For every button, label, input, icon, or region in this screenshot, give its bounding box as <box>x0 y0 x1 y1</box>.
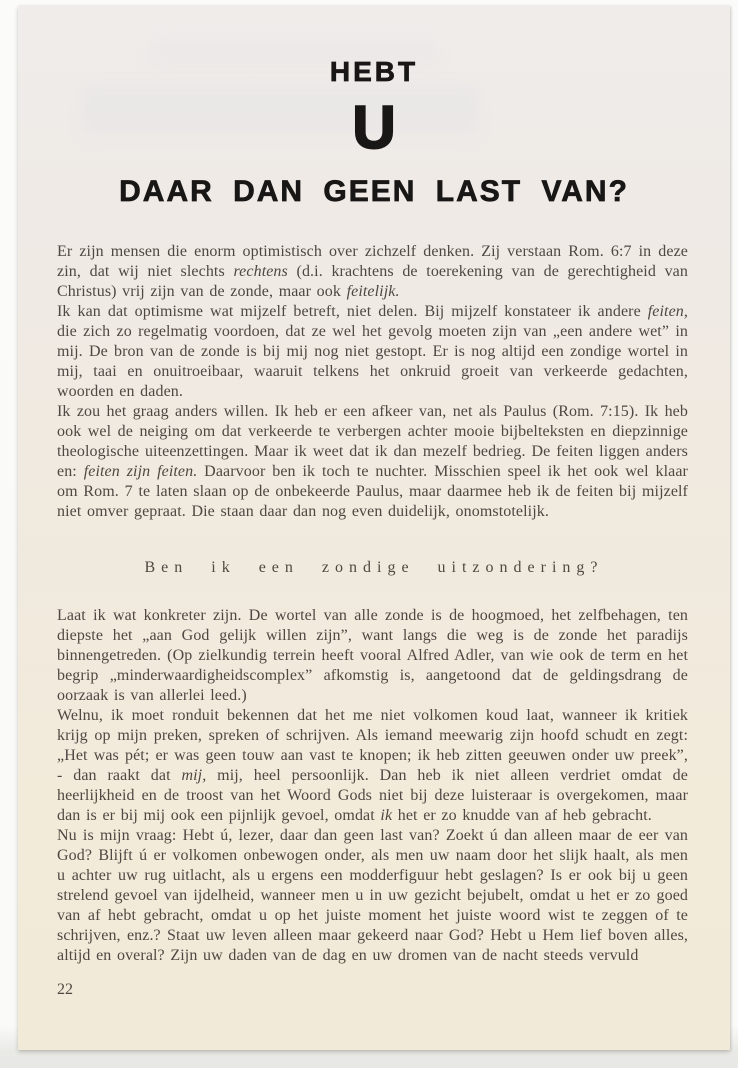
chapter-title <box>18 58 730 207</box>
italic-text-run: rechtens <box>233 263 288 280</box>
italic-text-run: feitelijk. <box>346 283 400 300</box>
book-page <box>18 6 730 1050</box>
text-run: (d.i. krachtens de toerekening van de gerechtigheid van Christus) vrij zijn van de zonde, maar ook <box>57 263 688 300</box>
body-paragraph <box>57 402 688 522</box>
text-run: het er zo knudde van af heb gebracht. <box>392 807 652 824</box>
text-run: mij, heel persoonlijk. Dan heb ik niet alleen verdriet omdat de heerlijkheid en de troost van het Woord Gods niet bij deze luisteraar is overgekomen, maar dan is er bij mij ook een pijnlijk gevoel, omdat <box>57 767 688 824</box>
body-paragraph <box>57 302 688 402</box>
body-text-block-1 <box>18 242 730 522</box>
italic-text-run: feiten, <box>647 303 688 320</box>
body-paragraph <box>57 606 688 706</box>
italic-text-run: feiten zijn feiten. <box>83 463 198 480</box>
body-text-block-2 <box>18 606 730 966</box>
section-heading: Ben ik een zondige uitzondering? <box>144 559 604 576</box>
text-run: Daarvoor ben ik toch te nuchter. Misschien speel ik het ook wel klaar om Rom. 7 te laten slaan op de onbekeerde Paulus, maar daarmee heb ik de feiten bij mijzelf niet omver gepraat. Die staan daar dan nog even duidelijk, onomstotelijk. <box>57 463 688 520</box>
chapter-title-line-3: DAAR DAN GEEN LAST VAN? <box>119 175 629 208</box>
chapter-title-line-1: HEBT <box>329 56 419 87</box>
body-paragraph <box>57 242 688 302</box>
chapter-title-line-2: U <box>352 94 396 161</box>
body-paragraph <box>57 706 688 826</box>
text-run: Ik zou het graag anders willen. Ik heb er een afkeer van, net als Paulus (Rom. 7:15). Ik heb ook wel de neiging om dat verkeerde te verbergen achter mooie bijbelteksten en diepzinnige theologische uiteenzettingen. Maar ik weet dat ik dan mezelf bedrieg. De feiten liggen anders en: <box>57 403 688 480</box>
body-paragraph <box>57 826 688 966</box>
italic-text-run: ik <box>380 807 393 824</box>
text-run: Er zijn mensen die enorm optimistisch over zichzelf denken. Zij verstaan Rom. 6:7 in deze zin, dat wij niet slechts <box>57 243 688 280</box>
page-number: 22 <box>57 981 73 998</box>
italic-text-run: mij, <box>181 767 207 784</box>
text-run: Welnu, ik moet ronduit bekennen dat het me niet volkomen koud laat, wanneer ik kritiek krijg op mijn preken, spreken of schrijven. Als iemand meewarig zijn hoofd schudt en zegt: „Het was pét; er was geen touw aan vast te knopen; ik heb zitten geeuwen onder uw preek”, - dan raakt dat <box>57 707 688 784</box>
text-run: Laat ik wat konkreter zijn. De wortel van alle zonde is de hoogmoed, het zelfbehagen, ten diepste het „aan God gelijk willen zijn”, want langs die weg is de zonde het paradijs binnengetreden. (Op zielkundig terrein heeft vooral Alfred Adler, van wie ook de term en het begrip „minderwaardigheidscomplex” afkomstig is, aangetoond dat de geldingsdrang de oorzaak is van allerlei leed.) <box>57 607 688 704</box>
text-run: die zich zo regelmatig voordoen, dat ze wel het gevolg moeten zijn van „een andere wet” in mij. De bron van de zonde is bij mij nog niet gestopt. Er is nog altijd een zondige wortel in mij, taai en onuitroeibaar, waaruit telkens het onkruid groeit van verkeerde gedachten, woorden en daden. <box>57 323 688 400</box>
text-run: Ik kan dat optimisme wat mijzelf betreft, niet delen. Bij mijzelf konstateer ik andere <box>57 303 648 320</box>
text-run: Nu is mijn vraag: Hebt ú, lezer, daar dan geen last van? Zoekt ú dan alleen maar de eer van God? Blijft ú er volkomen onbewogen onder, als men uw naam door het slijk haalt, als men u achter uw rug uitlacht, als u ergens een modderfiguur hebt geslagen? Is er ook bij u geen strelend gevoel van ijdelheid, wanneer men u in uw gezicht bejubelt, omdat u het er zo goed van af hebt gebracht, omdat u op het juiste moment het juiste woord wist te zeggen of te schrijven, enz.? Staat uw leven alleen maar gekeerd naar God? Hebt u Hem lief boven alles, altijd en overal? Zijn uw daden van de dag en uw dromen van de nacht steeds vervuld <box>57 827 688 964</box>
